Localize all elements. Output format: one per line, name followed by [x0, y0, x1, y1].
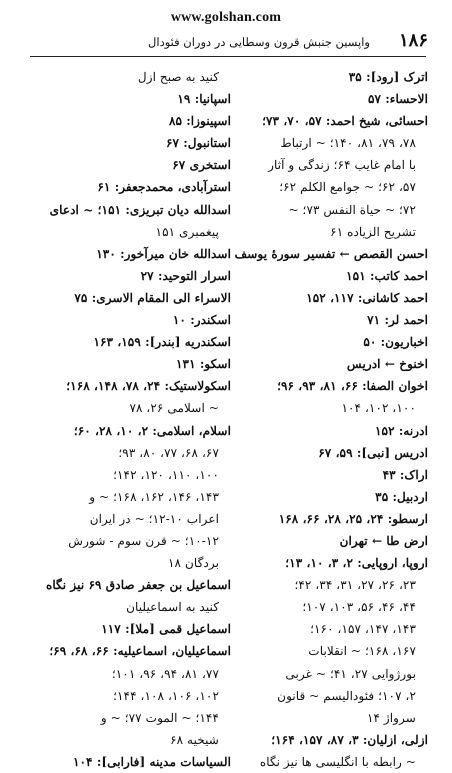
index-entry: اسدالله خان میرآخور: ۱۳۰ — [96, 246, 231, 261]
index-entry-continuation: اعراب ۱۰-۱۲؛ ~ در ایران — [89, 511, 219, 526]
index-entry-continuation: ۷۸، ۷۹، ۸۱، ۱۴۰؛ ~ ارتباط — [280, 136, 416, 151]
index-entry: اسکو: ۱۳۱ — [175, 357, 231, 372]
index-entry-continuation: بردگان ۱۸ — [168, 556, 219, 571]
index-entry-continuation: با امام غایب ۶۴؛ زندگی و آثار — [268, 158, 416, 173]
index-entry: اسکولاستیک: ۲۴، ۷۸، ۱۴۸، ۱۶۸؛ — [66, 379, 231, 394]
index-entry: احمد کاشانی: ۱۱۷، ۱۵۲ — [306, 290, 428, 305]
index-entry: اردبیل: ۳۵ — [375, 489, 428, 504]
index-entry: استرآبادی، محمدجعفر: ۶۱ — [97, 180, 231, 195]
index-entry-continuation: ۵۷، ۶۲؛ ~ جوامع الکلم ۶۲؛ — [279, 180, 416, 195]
index-entry-continuation: کنید به اسماعیلیان — [126, 600, 219, 615]
index-entry-continuation: پیغمبری ۱۵۱ — [155, 224, 219, 239]
index-entry: اراک: ۴۳ — [382, 467, 428, 482]
index-entry: الاحساء: ۵۷ — [367, 92, 428, 107]
index-entry-continuation: ~ اسلامی ۲۶، ۷۸ — [129, 401, 219, 416]
index-entry: ازلی، ازلیان: ۳، ۸۷، ۱۵۷، ۱۶۴؛ — [271, 732, 428, 747]
index-entry: السیاسات مدینه [فارابی]: ۱۰۴ — [72, 754, 231, 769]
index-entry-continuation: ۱۰-۱۲؛ ~ قرن سوم - شورش — [68, 533, 219, 548]
index-entry-continuation: ۱۰۲، ۱۰۶، ۱۰۸، ۱۴۴؛ — [113, 688, 219, 703]
index-entry: اسپینوزا: ۸۵ — [168, 114, 231, 129]
index-entry-continuation: ۱۴۳، ۱۴۷، ۱۵۷، ۱۶۰؛ — [310, 622, 416, 637]
index-entry-continuation: ۲، ۱۰۷؛ فئودالیسم ~ قانون — [277, 688, 416, 703]
index-column-right — [213, 66, 428, 773]
index-entry: استانبول: ۶۷ — [165, 136, 231, 151]
index-entry-continuation: کنید به صبح ازل — [137, 70, 219, 84]
index-entry: استخری ۶۷ — [172, 158, 231, 173]
index-entry-continuation: ۲۳، ۲۶، ۲۷، ۳۱، ۳۴، ۴۲؛ — [294, 578, 416, 593]
index-entry: احسن القصص ← تفسیر سورهٔ یوسف — [234, 246, 428, 261]
index-entry-continuation: ۶۷، ۶۸، ۷۷، ۸۰، ۹۳؛ — [118, 445, 219, 460]
index-entry: اسماعیل قمی [ملا]: ۱۱۷ — [101, 622, 231, 637]
index-entry: اروپا، اروپایی: ۲، ۳، ۱۰، ۱۳؛ — [285, 556, 428, 571]
index-entry-continuation: ۱۰۰، ۱۱۰، ۱۲۰، ۱۴۲؛ — [113, 467, 219, 482]
site-url: www.golshan.com — [170, 10, 282, 25]
index-entry: الاسراء الی المقام الاسری: ۷۵ — [74, 290, 231, 305]
index-entry: اخنوخ ← ادریس — [346, 357, 428, 372]
index-entry-continuation: تشریح الزیاده ۶۱ — [330, 224, 416, 239]
index-entry-continuation: ۱۶۷، ۱۶۸؛ ~ انقلابات — [308, 644, 416, 659]
index-entry: اسدالله دیان تبریزی: ۱۵۱؛ ~ ادعای — [49, 202, 231, 217]
index-entry-continuation: ۷۷، ۸۱، ۹۴، ۹۶، ۱۰۱؛ — [111, 666, 219, 681]
index-entry-continuation: ۱۴۳، ۱۴۶، ۱۶۲، ۱۶۸؛ ~ و — [89, 489, 219, 504]
index-entry-continuation: شیخیه ۶۸ — [170, 732, 219, 747]
index-column-left — [26, 66, 231, 773]
index-entry: اسرار التوحید: ۲۷ — [140, 268, 231, 283]
index-entry-continuation: ۴۴، ۴۶، ۵۶، ۱۰۳، ۱۰۷؛ — [302, 600, 416, 615]
page-header — [32, 31, 428, 55]
index-entry: ارسطو: ۲۴، ۲۵، ۲۸، ۶۶، ۱۶۸ — [278, 511, 428, 526]
index-entry: اسپانیا: ۱۹ — [177, 92, 231, 107]
index-entry-continuation: ~ رابطه با انگلیسی ها نیز نگاه — [259, 754, 416, 769]
index-entry: احسائی، شیخ احمد: ۵۷، ۷۰، ۷۳؛ — [262, 114, 428, 129]
index-entry-continuation: بورژوایی ۲۷، ۴۱؛ ~ غربی — [285, 666, 416, 681]
index-entry: اسکندریه [بندر]: ۱۵۹، ۱۶۳ — [93, 335, 231, 350]
index-entry: ادرنه: ۱۵۲ — [374, 423, 428, 438]
index-entry: احمد لر: ۷۱ — [367, 313, 428, 328]
index-entry-continuation: ۱۰۰، ۱۰۲، ۱۰۴ — [341, 401, 416, 416]
index-entry: اخوان الصفا: ۶۶، ۸۱، ۹۳، ۹۶؛ — [277, 379, 428, 394]
index-entry: ادریس [نبی]: ۵۹، ۶۷ — [318, 445, 428, 460]
index-entry: اسماعیلیان، اسماعیلیه: ۶۶، ۶۸، ۶۹؛ — [49, 644, 231, 659]
index-entry-continuation: ۱۴۴؛ ~ الموت ۷۷؛ ~ و — [100, 710, 219, 725]
index-entry-continuation: سرواژ ۱۴ — [366, 710, 416, 725]
index-entry: احمد کاتب: ۱۵۱ — [346, 268, 428, 283]
index-entry: اخباریون: ۵۰ — [363, 335, 428, 350]
index-entry: اترک [رود]: ۳۵ — [348, 70, 428, 84]
index-entry: اسلام، اسلامی: ۲، ۱۰، ۲۸، ۶۰؛ — [73, 423, 231, 438]
index-entry: ارض طا ← تهران — [339, 533, 428, 548]
index-entry: اسکندر: ۱۰ — [172, 313, 231, 328]
running-title: واپسین جنبش قرون وسطایی در دوران فئودال — [148, 35, 370, 49]
index-entry-continuation: ۷۲؛ ~ حیاة النفس ۷۳؛ ~ — [288, 202, 416, 217]
index-entry: اسماعیل بن جعفر صادق ۶۹ نیز نگاه — [45, 578, 231, 593]
page-number: ۱۸۶ — [398, 30, 428, 51]
header-rule — [30, 56, 426, 57]
